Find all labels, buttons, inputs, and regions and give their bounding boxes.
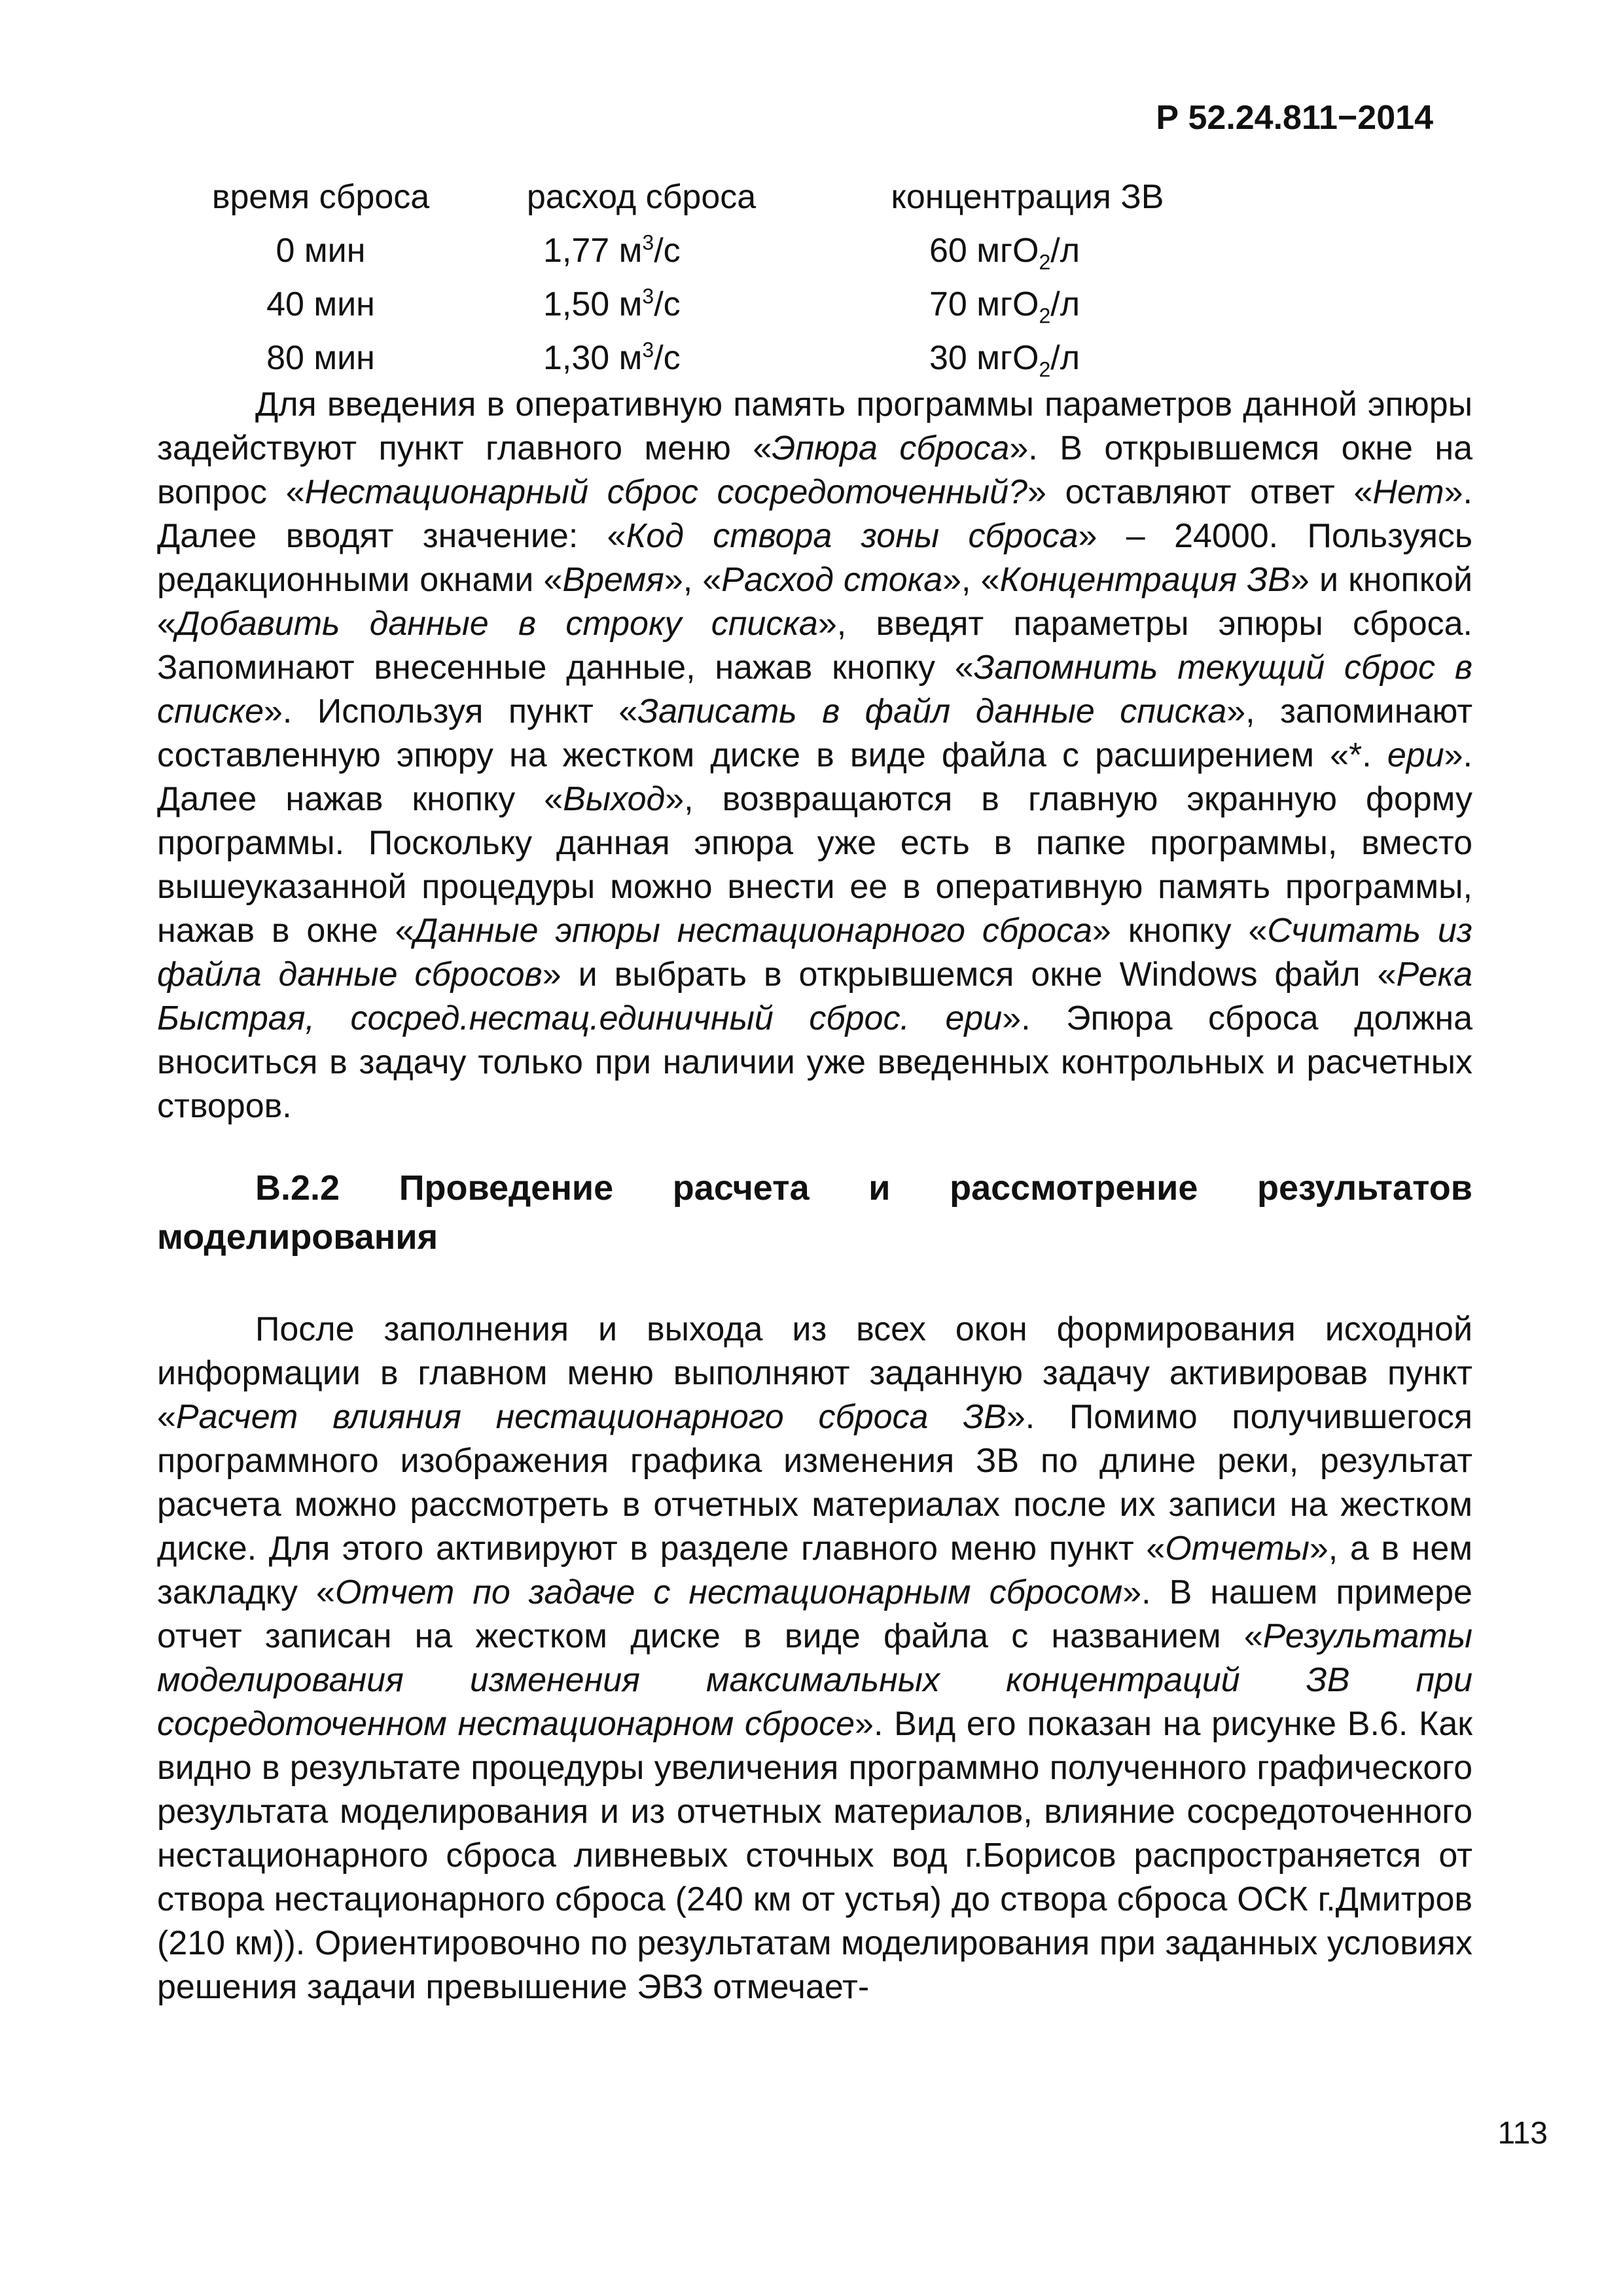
- table-row: [196, 278, 1243, 331]
- paragraph-calculation-results: После заполнения и выхода из всех окон формирования исходной информации в главном меню выполняют заданную задачу активировав пункт «Расчет влияния нестационарного сброса ЗВ». Помимо получившегося программного изображения графика изменения ЗВ по длине реки, результат расчета можно рассмотреть в отчетных материалах после их записи на жестком диске. Для этого активируют в разделе главного меню пункт «Отчеты», а в нем закладку «Отчет по задаче с нестационарным сбросом». В нашем примере отчет записан на жестком диске в виде файла с названием «Результаты моделирования изменения максимальных концентраций ЗВ при сосредоточенном нестационарном сбросе». Вид его показан на рисунке В.6. Как видно в результате процедуры увеличения программно полученного графического результата моделирования и из отчетных материалов, влияние сосредоточенного нестационарного сброса ливневых сточных вод г.Борисов распространяется от створа нестационарного сброса (240 км от устья) до створа сброса ОСК г.Дмитров (210 км)). Ориентировочно по результатам моделирования при заданных условиях решения задачи превышение ЭВЗ отмечает-: [157, 1310, 1473, 2006]
- column-header-concentration: концентрация ЗВ: [891, 178, 1164, 216]
- standard-code-header: Р 52.24.811−2014: [1156, 99, 1433, 137]
- column-header-time: время сброса: [211, 178, 430, 216]
- flow-cell: 1,77 $м^3/с$: [543, 230, 681, 270]
- section-heading: В.2.2 Проведение расчета и рассмотрение результатов моделирования: [157, 1168, 1472, 1257]
- column-header-flow: расход сброса: [526, 178, 757, 216]
- time-cell: 80 мин: [266, 339, 375, 377]
- flow-cell: 1,50 $м^3/с$: [543, 284, 681, 323]
- flow-cell: 1,30 $м^3/с$: [543, 338, 681, 377]
- main-text: [157, 383, 1472, 2009]
- table-row: [196, 331, 1243, 385]
- time-cell: 0 мин: [276, 232, 366, 270]
- discharge-parameters-table: [196, 170, 1243, 385]
- table-row: [196, 224, 1243, 278]
- concentration-cell: 60 мгО$_2$/л: [929, 232, 1080, 274]
- page-number: 113: [1497, 2116, 1548, 2151]
- paragraph-epure-input: Для введения в оперативную память программы параметров данной эпюры задействуют пункт главного меню «Эпюра сброса». В открывшемся окне на вопрос «Нестационарный сброс сосредоточенный?» оставляют ответ «Нет». Далее вводят значение: «Код створа зоны сброса» – 24000. Пользуясь редакционными окнами «Время», «Расход стока», «Концентрация ЗВ» и кнопкой «Добавить данные в строку списка», введят параметры эпюры сброса. Запоминают внесенные данные, нажав кнопку «Запомнить текущий сброс в списке». Используя пункт «Записать в файл данные списка», запоминают составленную эпюру на жестком диске в виде файла с расширением «*. epu». Далее нажав кнопку «Выход», возвращаются в главную экранную форму программы. Поскольку данная эпюра уже есть в папке программы, вместо вышеуказанной процедуры можно внести ее в оперативную память программы, нажав в окне «Данные эпюры нестационарного сброса» кнопку «Считать из файла данные сбросов» и выбрать в открывшемся окне Windows файл «Река Быстрая, сосред.нестац.единичный сброс. epu». Эпюра сброса должна вноситься в задачу только при наличии уже введенных контрольных и расчетных створов.: [157, 386, 1473, 1125]
- concentration-cell: 70 мгО$_2$/л: [929, 285, 1080, 328]
- time-cell: 40 мин: [266, 285, 375, 323]
- concentration-cell: 30 мгО$_2$/л: [929, 339, 1080, 382]
- table-header-row: [196, 170, 1243, 224]
